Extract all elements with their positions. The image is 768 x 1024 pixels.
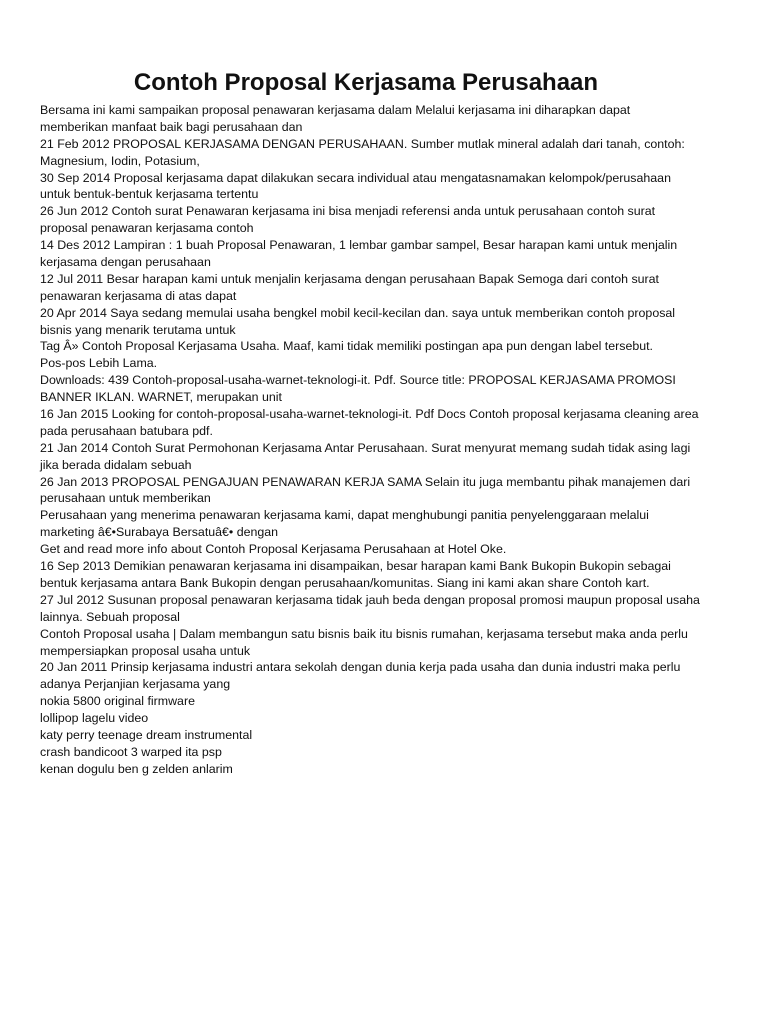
text-line: Get and read more info about Contoh Proposal Kerjasama Perusahaan at Hotel Oke. [40,542,507,557]
text-line: mempersiapkan proposal usaha untuk [40,643,251,658]
text-line: perusahaan untuk memberikan [40,491,211,506]
text-line: marketing â€•Surabaya Bersatuâ€• dengan [40,525,279,540]
text-line: 20 Jan 2011 Prinsip kerjasama industri antara sekolah dengan dunia kerja pada usaha dan dunia industri maka perlu [40,660,681,675]
text-line: jika berada didalam sebuah [40,457,192,472]
text-line: Magnesium, Iodin, Potasium, [40,153,200,168]
text-line: Bersama ini kami sampaikan proposal penawaran kerjasama dalam Melalui kerjasama ini diharapkan dapat [40,103,631,117]
text-line: katy perry teenage dream instrumental [40,727,253,742]
text-line: 20 Apr 2014 Saya sedang memulai usaha bengkel mobil kecil-kecilan dan. saya untuk memberikan contoh proposal [40,305,676,320]
text-line: BANNER IKLAN. WARNET, merupakan unit [40,390,282,405]
text-line: crash bandicoot 3 warped ita psp [40,744,222,759]
text-line: penawaran kerjasama di atas dapat [40,288,237,303]
text-line: Pos-pos Lebih Lama. [40,356,158,371]
text-line: kerjasama dengan perusahaan [40,255,211,270]
text-line: Downloads: 439 Contoh-proposal-usaha-warnet-teknologi-it. Pdf. Source title: PROPOSAL KERJASAMA PROMOSI [40,373,676,388]
text-line: memberikan manfaat baik bagi perusahaan dan [40,119,303,134]
text-line: lollipop lagelu video [40,711,149,726]
text-line: bentuk kerjasama antara Bank Bukopin dengan perusahaan/komunitas. Siang ini kami akan share Contoh kart. [40,575,650,590]
text-line: pada perusahaan batubara pdf. [40,423,213,438]
text-line: 16 Sep 2013 Demikian penawaran kerjasama ini disampaikan, besar harapan kami Bank Bukopin Bukopin sebagai [40,559,671,574]
text-line: Perusahaan yang menerima penawaran kerjasama kami, dapat menghubungi panitia penyelenggaraan melalui [40,508,649,523]
text-line: 30 Sep 2014 Proposal kerjasama dapat dilakukan secara individual atau mengatasnamakan kelompok/perusahaan [40,170,671,185]
text-line: 16 Jan 2015 Looking for contoh-proposal-usaha-warnet-teknologi-it. Pdf Docs Contoh proposal kerjasama cleaning area [40,407,699,422]
text-line: lainnya. Sebuah proposal [40,609,180,624]
text-line: 14 Des 2012 Lampiran : 1 buah Proposal Penawaran, 1 lembar gambar sampel, Besar harapan kami untuk menjalin [40,238,678,253]
text-line: 12 Jul 2011 Besar harapan kami untuk menjalin kerjasama dengan perusahaan Bapak Semoga dari contoh surat [40,271,660,286]
text-line: 21 Feb 2012 PROPOSAL KERJASAMA DENGAN PERUSAHAAN. Sumber mutlak mineral adalah dari tanah, contoh: [40,136,685,151]
text-line: 21 Jan 2014 Contoh Surat Permohonan Kerjasama Antar Perusahaan. Surat menyurat memang sudah tidak asing lagi [40,440,691,455]
text-line: 26 Jan 2013 PROPOSAL PENGAJUAN PENAWARAN KERJA SAMA Selain itu juga membantu pihak manajemen dari [40,474,691,489]
document-body [40,102,740,778]
page-title: Contoh Proposal Kerjasama Perusahaan [133,69,599,96]
text-line: Tag Â» Contoh Proposal Kerjasama Usaha. Maaf, kami tidak memiliki postingan apa pun dengan label tersebut. [40,339,653,354]
text-line: untuk bentuk-bentuk kerjasama tertentu [40,187,259,202]
text-line: kenan dogulu ben g zelden anlarim [40,761,233,776]
text-line: proposal penawaran kerjasama contoh [40,221,254,236]
text-line: nokia 5800 original firmware [40,694,195,709]
text-line: adanya Perjanjian kerjasama yang [40,677,231,692]
text-line: 27 Jul 2012 Susunan proposal penawaran kerjasama tidak jauh beda dengan proposal promosi maupun proposal usaha [40,592,700,607]
text-line: bisnis yang menarik terutama untuk [40,322,236,337]
text-line: 26 Jun 2012 Contoh surat Penawaran kerjasama ini bisa menjadi referensi anda untuk perusahaan contoh surat [40,204,656,219]
text-line: Contoh Proposal usaha | Dalam membangun satu bisnis baik itu bisnis rumahan, kerjasama tersebut maka anda perlu [40,626,688,641]
